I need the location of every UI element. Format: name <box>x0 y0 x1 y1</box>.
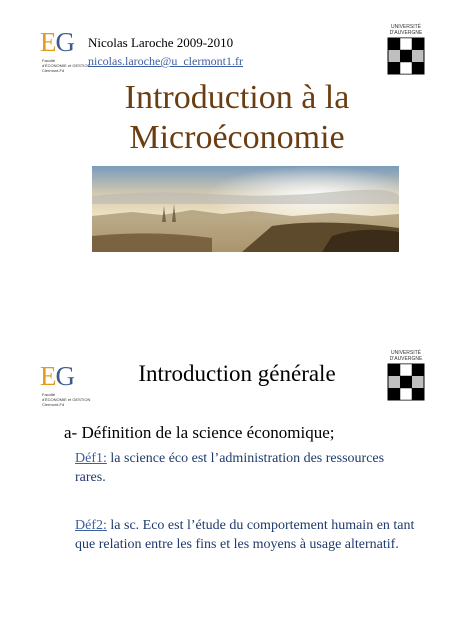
foggy-landscape-image <box>92 166 399 252</box>
definition-2: Déf2: la sc. Eco est l’étude du comportement humain en tant que relation entre les fins et les moyens à usage alternatif. <box>75 518 415 552</box>
university-logo <box>376 20 436 80</box>
section-heading: a- Définition de la science économique; <box>64 423 335 442</box>
definition-1: Déf1: la science éco est l’administration des ressources rares. <box>75 451 385 485</box>
svg-text:UNIVERSITÉ: UNIVERSITÉ <box>390 350 422 356</box>
university-logo <box>376 346 436 406</box>
author-line: Nicolas Laroche 2009-2010 <box>88 35 234 50</box>
slide-2 <box>0 316 474 632</box>
svg-text:UNIVERSITÉ: UNIVERSITÉ <box>390 24 422 30</box>
definition-1-label: Déf1: <box>75 451 107 466</box>
slide-title: Introduction générale <box>138 361 336 386</box>
svg-text:D'AUVERGNE: D'AUVERGNE <box>389 356 423 362</box>
eg-faculty-logo: EG Faculté d'ÉCONOMIE et GESTION Clermont-Fd <box>40 27 91 73</box>
eg-faculty-logo: EG Faculté d'ÉCONOMIE et GESTION Clermont-Fd <box>40 361 91 407</box>
svg-text:D'AUVERGNE: D'AUVERGNE <box>389 30 423 36</box>
author-email-link[interactable]: nicolas.laroche@u_clermont1.fr <box>88 54 243 68</box>
definition-2-label: Déf2: <box>75 518 107 533</box>
presentation-title: Introduction à la Microéconomie <box>124 79 350 156</box>
